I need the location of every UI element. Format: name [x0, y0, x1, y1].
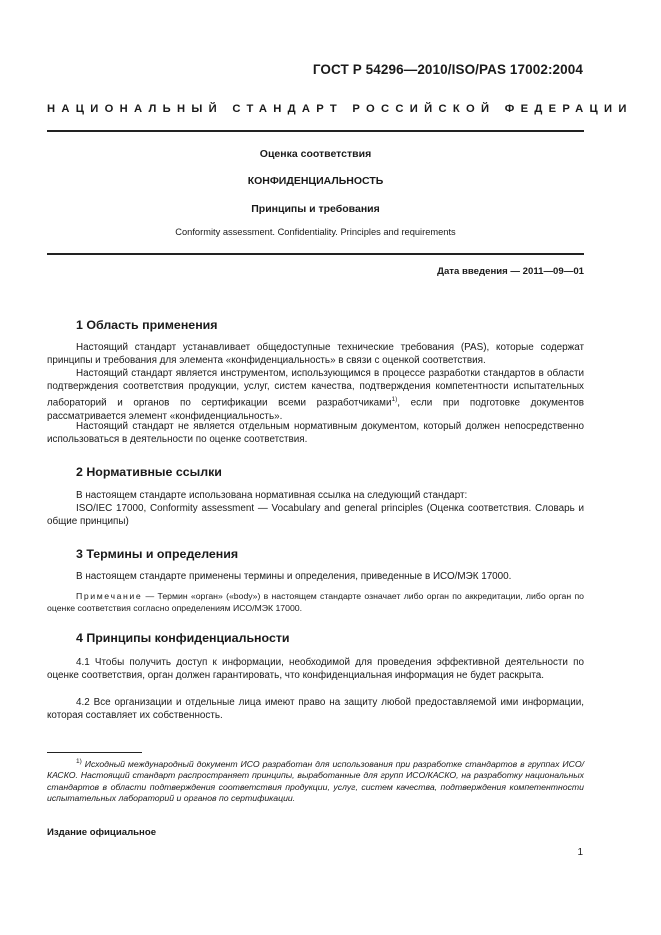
introduction-date: Дата введения — 2011—09—01	[437, 266, 584, 277]
section-3-heading: 3 Термины и определения	[76, 547, 239, 561]
section-4-paragraph-1: 4.1 Чтобы получить доступ к информации, необходимой для проведения эффективной деятельности по оценке соответствия, орган должен гарантировать, что конфиденциальная информация не будет раскрыта.	[47, 657, 584, 682]
footnote	[47, 756, 584, 805]
section-1-heading: 1 Область применения	[76, 318, 218, 332]
page-number: 1	[577, 847, 583, 858]
section-2-heading: 2 Нормативные ссылки	[76, 465, 222, 479]
footnote-reference: 1)	[391, 396, 398, 404]
section-1-paragraph-1: Настоящий стандарт устанавливает общедоступные технические требования (PAS), которые содержат принципы и требования для элемента «конфиденциальность» в связи с оценкой соответствия.	[47, 342, 584, 367]
section-2-paragraph-1: В настоящем стандарте использована нормативная ссылка на следующий стандарт:	[76, 490, 468, 501]
footnote-text: Исходный международный документ ИСО разработан для использования при разработке стандартов в группах ИСО/КАСКО. Настоящий стандарт распространяет принципы, выработанные для групп ИСО/КАСКО, на разработку национальных стандартов в области подтверждения соответствия продукции, услуг, систем качества, подтверждения компетентности испытательных лабораторий и органов по сертификации.	[47, 758, 584, 804]
section-3-paragraph-1: В настоящем стандарте применены термины и определения, приведенные в ИСО/МЭК 17000.	[76, 571, 512, 582]
section-1-paragraph-3: Настоящий стандарт не является отдельным нормативным документом, который должен непосредственно использоваться в деятельности по оценке соответствия.	[47, 421, 584, 446]
official-edition-label: Издание официальное	[47, 827, 157, 838]
section-2-paragraph-2: ISO/IEC 17000, Conformity assessment — Vocabulary and general principles (Оценка соответствия. Словарь и общие принципы)	[47, 503, 584, 528]
section-3-note	[47, 590, 584, 614]
footnote-divider	[47, 752, 142, 753]
title-divider	[47, 253, 584, 255]
section-4-heading: 4 Принципы конфиденциальности	[76, 631, 290, 645]
title-line-1: Оценка соответствия	[259, 148, 372, 160]
note-text: — Термин «орган» («body») в настоящем стандарте означает либо орган по аккредитации, либо орган по оценке соответствия согласно определениям ИСО/МЭК 17000.	[47, 591, 584, 613]
section-4-paragraph-2: 4.2 Все организации и отдельные лица имеют право на защиту любой предоставляемой ими информации, которая составляет их собственность.	[47, 697, 584, 722]
section-1-paragraph-2-text: Настоящий стандарт является инструментом, использующимся в процессе разработки стандартов в области подтверждения соответствия продукции, услуг, систем качества, подтверждения компетентности испытательных лабораторий и органов по сертификации всеми разработчиками	[47, 368, 584, 409]
section-1-paragraph-2	[47, 367, 584, 423]
top-divider	[47, 130, 584, 132]
note-label: Примечание	[76, 591, 143, 601]
title-english: Conformity assessment. Confidentiality. Principles and requirements	[175, 227, 456, 237]
title-line-3: Принципы и требования	[251, 203, 380, 215]
footnote-mark: 1)	[76, 758, 82, 765]
national-standard-banner: НАЦИОНАЛЬНЫЙ СТАНДАРТ РОССИЙСКОЙ ФЕДЕРАЦИИ	[47, 103, 633, 115]
title-line-2: КОНФИДЕНЦИАЛЬНОСТЬ	[247, 175, 384, 187]
document-code: ГОСТ Р 54296—2010/ISO/PAS 17002:2004	[312, 62, 583, 77]
section-1-paragraph-2-tail: , если при подготовке документов рассматривается элемент «конфиденциальность».	[47, 397, 585, 422]
